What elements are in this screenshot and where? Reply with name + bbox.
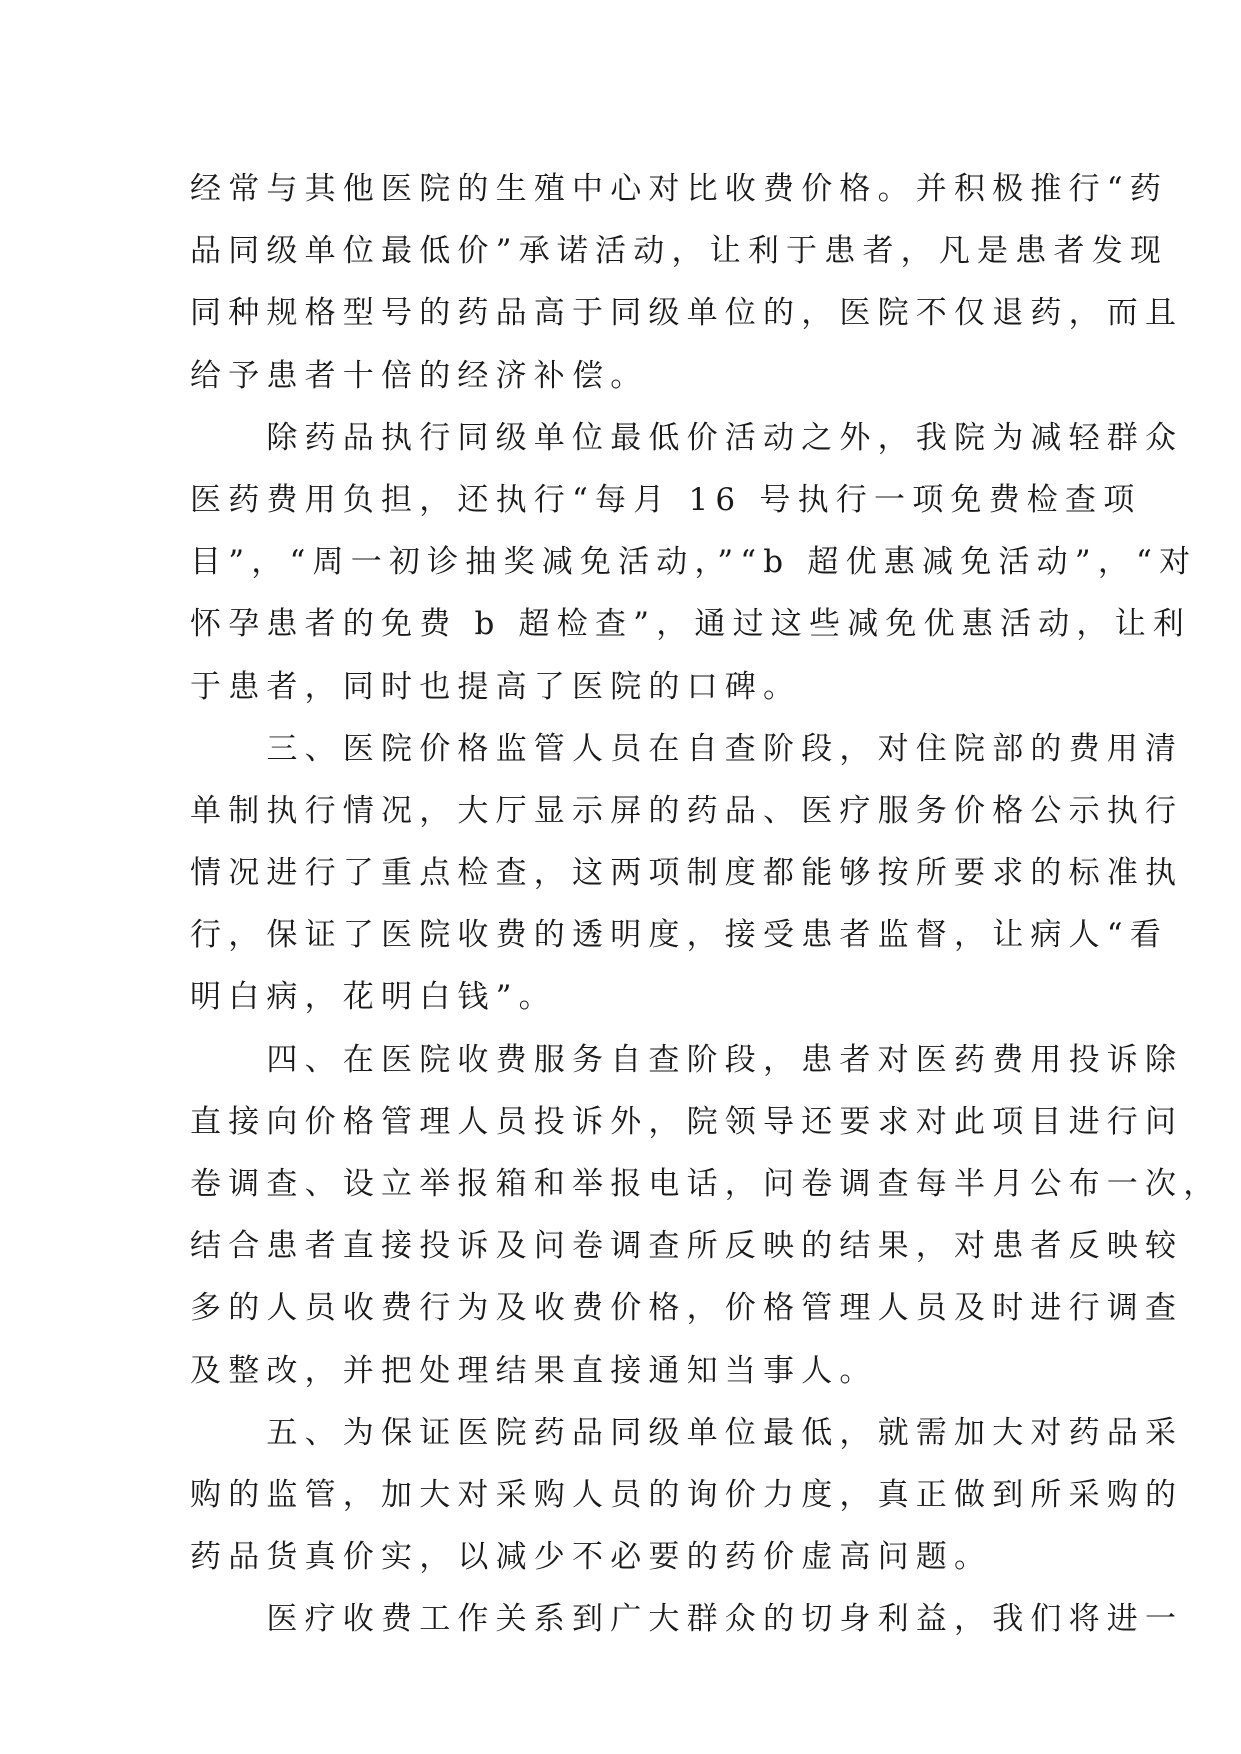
text-line: 品同级单位最低价”承诺活动，让利于患者，凡是患者发现 xyxy=(190,233,1169,270)
text-line: 三、医院价格监管人员在自查阶段，对住院部的费用清 xyxy=(190,730,1184,767)
document-body xyxy=(190,158,1222,1651)
text-line: 单制执行情况，大厅显示屏的药品、医疗服务价格公示执行 xyxy=(190,792,1184,829)
text-line: 直接向价格管理人员投诉外，院领导还要求对此项目进行问 xyxy=(190,1103,1184,1140)
text-line: 情况进行了重点检查，这两项制度都能够按所要求的标准执 xyxy=(190,855,1184,892)
text-line: 给予患者十倍的经济补偿。 xyxy=(190,357,649,394)
text-line: 目”，“周一初诊抽奖减免活动，”“b 超优惠减免活动”，“对 xyxy=(190,544,1198,581)
text-line: 卷调查、设立举报箱和举报电话，问卷调查每半月公布一次， xyxy=(190,1166,1222,1202)
paragraph xyxy=(190,1402,1184,1589)
paragraph xyxy=(190,718,1184,1029)
text-line: 怀孕患者的免费 b 超检查”，通过这些减免优惠活动，让利 xyxy=(190,606,1191,643)
text-line: 明白病，花明白钱”。 xyxy=(190,979,557,1016)
text-line: 除药品执行同级单位最低价活动之外，我院为减轻群众 xyxy=(190,419,1184,456)
text-line: 医疗收费工作关系到广大群众的切身利益，我们将进一 xyxy=(190,1601,1184,1638)
text-line: 结合患者直接投诉及问卷调查所反映的结果，对患者反映较 xyxy=(190,1228,1184,1265)
text-line: 医药费用负担，还执行“每月 16 号执行一项免费检查项 xyxy=(190,481,1142,518)
text-line: 五、为保证医院药品同级单位最低，就需加大对药品采 xyxy=(190,1414,1184,1451)
text-line: 四、在医院收费服务自查阶段，患者对医药费用投诉除 xyxy=(190,1041,1184,1078)
paragraph xyxy=(190,1588,1184,1650)
paragraph xyxy=(190,1029,1222,1402)
text-line: 于患者，同时也提高了医院的口碑。 xyxy=(190,668,802,705)
text-line: 同种规格型号的药品高于同级单位的，医院不仅退药，而且 xyxy=(190,295,1184,332)
paragraph xyxy=(190,407,1198,718)
text-line: 及整改，并把处理结果直接通知当事人。 xyxy=(190,1352,878,1389)
text-line: 经常与其他医院的生殖中心对比收费价格。并积极推行“药 xyxy=(190,171,1169,207)
text-line: 行，保证了医院收费的透明度，接受患者监督，让病人“看 xyxy=(190,917,1169,954)
paragraph xyxy=(190,158,1184,407)
text-line: 药品货真价实，以减少不必要的药价虚高问题。 xyxy=(190,1539,993,1576)
text-line: 多的人员收费行为及收费价格，价格管理人员及时进行调查 xyxy=(190,1290,1184,1327)
text-line: 购的监管，加大对采购人员的询价力度，真正做到所采购的 xyxy=(190,1476,1184,1513)
